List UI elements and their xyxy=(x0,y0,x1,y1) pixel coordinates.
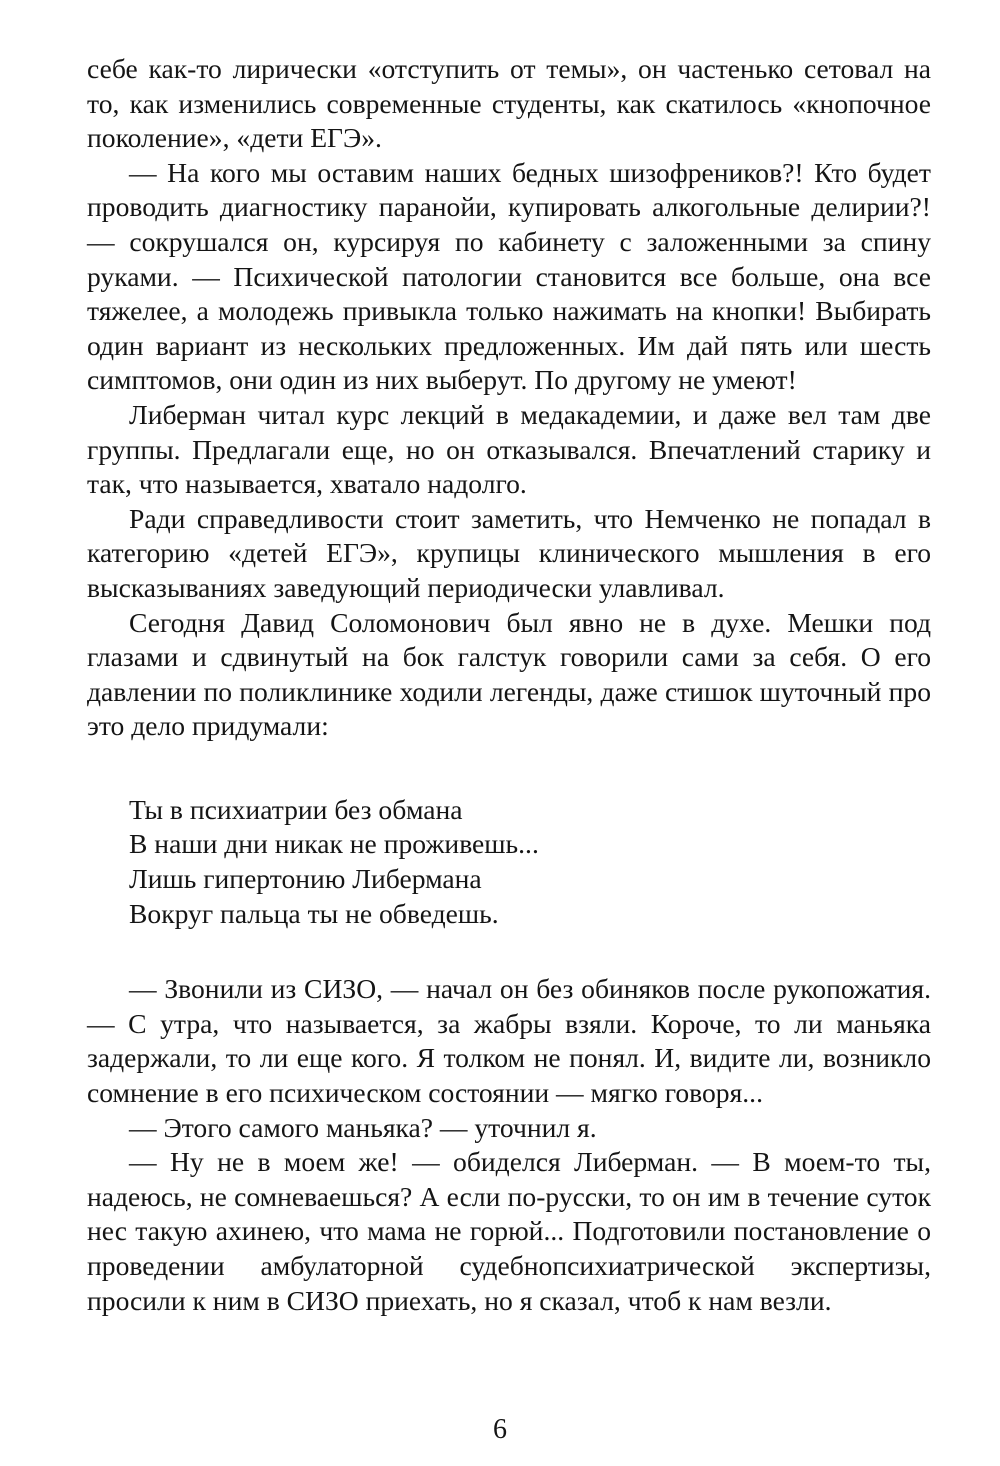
paragraph-5: Сегодня Давид Соломонович был явно не в духе. Мешки под глазами и сдвинутый на бок галстук говорили сами за себя. О его давлении по поликлинике ходили легенды, даже стишок шуточный про это дело придумали: xyxy=(87,606,931,742)
paragraph-1: себе как-то лирически «отступить от темы», он частенько сетовал на то, как изменились современные студенты, как скатилось «кнопочное поколение», «дети ЕГЭ». xyxy=(87,53,931,154)
paragraph-4: Ради справедливости стоит заметить, что Немченко не попадал в категорию «детей ЕГЭ», крупицы клинического мышления в его высказываниях заведующий периодически улавливал. xyxy=(87,502,931,603)
paragraph-8: — Ну не в моем же! — обиделся Либерман. — В моем-то ты, надеюсь, не сомневаешься? А если по-русски, то он им в течение суток нес такую ахинею, что мама не горюй... Подготовили постановление о проведении амбулаторной судебнопсихиатрической экспертизы, просили к ним в СИЗО приехать, но я сказал, чтоб к нам везли. xyxy=(87,1146,931,1316)
poem-line-1: Ты в психиатрии без обмана xyxy=(129,793,463,825)
poem-line-3: Лишь гипертонию Либермана xyxy=(129,863,482,895)
main-text xyxy=(87,52,931,1318)
paragraph-3: Либерман читал курс лекций в медакадемии, и даже вел там две группы. Предлагали еще, но он отказывался. Впечатлений старику и так, что называется, хватало надолго. xyxy=(87,398,931,500)
paragraph-7: — Этого самого маньяка? — уточнил я. xyxy=(129,1111,597,1143)
poem-line-4: Вокруг пальца ты не обведешь. xyxy=(129,897,499,929)
page-number: 6 xyxy=(493,1414,507,1445)
poem xyxy=(87,793,931,931)
poem-spacer-bottom xyxy=(87,931,931,972)
paragraph-6: — Звонили из СИЗО, — начал он без обиняков после рукопожатия. — С утра, что называется, за жабры взяли. Короче, то ли маньяка задержали, то ли еще кого. Я толком не понял. И, видите ли, возникло сомнение в его психическом состоянии — мягко говоря... xyxy=(87,973,931,1109)
paragraph-2: — На кого мы оставим наших бедных шизофреников?! Кто будет проводить диагностику паранойи, купировать алкогольные делирии?! — сокрушался он, курсируя по кабинету с заложенными за спину руками. — Психической патологии становится все больше, она все тяжелее, а молодежь привыкла только нажимать на кнопки! Выбирать один вариант из нескольких предложенных. Им дай пять или шесть симптомов, они один из них выберут. По другому не умеют! xyxy=(87,156,931,396)
poem-spacer-top xyxy=(87,744,931,793)
poem-line-2: В наши дни никак не проживешь... xyxy=(129,828,539,860)
